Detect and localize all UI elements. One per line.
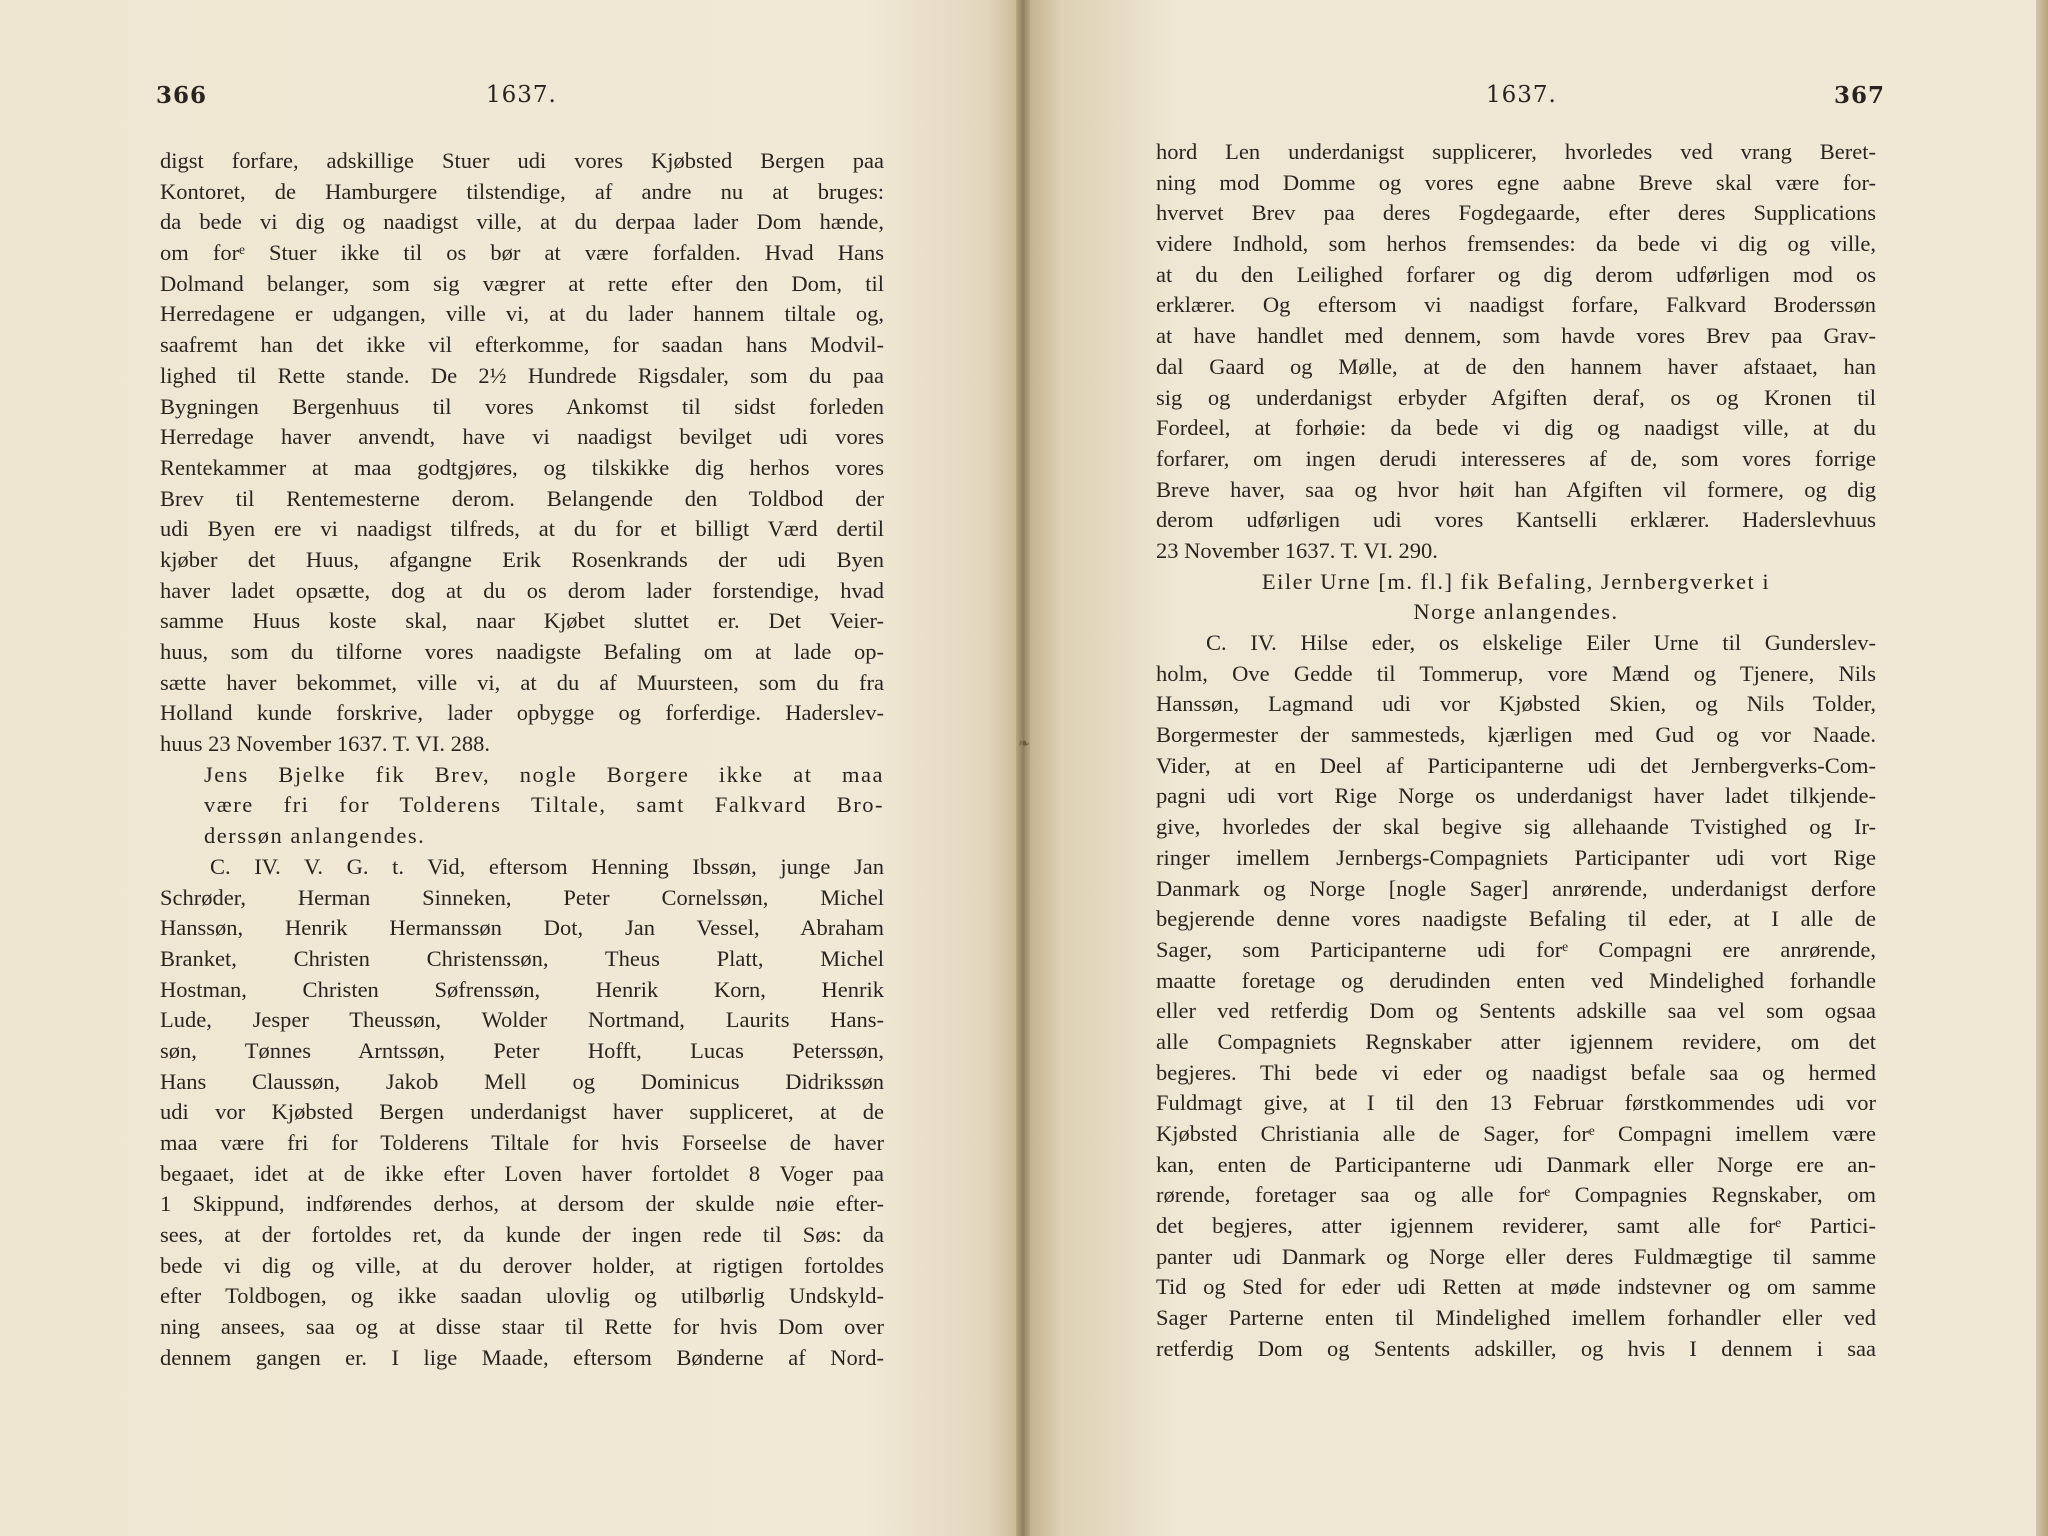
text-line: digst forfare, adskillige Stuer udi vores Kjøbsted Bergen paa: [160, 148, 884, 173]
right-page-year: 1637.: [1486, 82, 1557, 108]
text-line: 23 November 1637. T. VI. 290.: [1156, 537, 1438, 563]
left-page-year: 1637.: [486, 82, 557, 108]
left-page-number: 366: [156, 82, 208, 109]
text-line: Hanssøn, Lagmand udi vor Kjøbsted Skien, og Nils Tolder,: [1156, 691, 1876, 717]
text-line: at du den Leilighed forfarer og dig derom udførligen mod os: [1156, 261, 1876, 287]
text-line: rørende, foretager saa og alle forᵉ Compagnies Regnskaber, om: [1156, 1182, 1876, 1208]
text-line: saafremt han det ikke vil efterkomme, for saadan hans Modvil-: [160, 332, 884, 358]
text-line: Hanssøn, Henrik Hermanssøn Dot, Jan Vessel, Abraham: [160, 915, 884, 941]
page-edge: [2036, 0, 2048, 1536]
text-line: sig og underdanigst erbyder Afgiften deraf, os og Kronen til: [1156, 384, 1876, 410]
text-line: retferdig Dom og Sentents adskiller, og hvis I dennem i saa: [1156, 1335, 1876, 1361]
text-line: Holland kunde forskrive, lader opbygge og forferdige. Haderslev-: [160, 700, 884, 726]
text-line: begjerende denne vores naadigste Befaling til eder, at I alle de: [1156, 906, 1876, 932]
text-line: haver ladet opsætte, dog at du os derom lader forstendige, hvad: [160, 577, 884, 603]
text-line: Schrøder, Herman Sinneken, Peter Cornelssøn, Michel: [160, 884, 884, 910]
text-line: kjøber det Huus, afgangne Erik Rosenkrands der udi Byen: [160, 546, 884, 572]
text-line: bede vi dig og ville, at du derover holder, at rigtigen fortoldes: [160, 1252, 884, 1278]
text-line: 1 Skippund, indførendes derhos, at dersom der skulde nøie efter-: [160, 1191, 884, 1217]
text-line: Tid og Sted for eder udi Retten at møde indstevner og om samme: [1156, 1274, 1876, 1300]
text-line: sees, at der fortoldes ret, da kunde der ingen rede til Søs: da: [160, 1222, 884, 1248]
text-line: derom udførligen udi vores Kantselli erklærer. Haderslevhuus: [1156, 507, 1876, 533]
caption-line: derssøn anlangendes.: [204, 823, 426, 849]
text-line: lighed til Rette stande. De 2½ Hundrede Rigsdaler, som du paa: [160, 362, 884, 388]
gutter-mark: ❧: [1018, 736, 1030, 752]
text-line: Fordeel, at forhøie: da bede vi dig og naadigst ville, at du: [1156, 415, 1876, 441]
caption-line: Jens Bjelke fik Brev, nogle Borgere ikke at maa: [204, 761, 884, 787]
text-line: Breve haver, saa og hvor høit han Afgiften vil formere, og dig: [1156, 476, 1876, 502]
text-line: Hostman, Christen Søfrenssøn, Henrik Korn, Henrik: [160, 976, 884, 1002]
text-line: maa være fri for Tolderens Tiltale for hvis Forseelse de haver: [160, 1130, 884, 1155]
text-line: C. IV. Hilse eder, os elskelige Eiler Urne til Gunderslev-: [1206, 630, 1876, 655]
text-line: at have handlet med dennem, som havde vores Brev paa Grav-: [1156, 323, 1876, 349]
text-line: huus 23 November 1637. T. VI. 288.: [160, 731, 490, 757]
text-line: udi vor Kjøbsted Bergen underdanigst haver suppliceret, at de: [160, 1099, 884, 1125]
text-line: Kontoret, de Hamburgere tilstendige, af andre nu at bruges:: [160, 178, 884, 204]
text-line: søn, Tønnes Arntssøn, Peter Hofft, Lucas Peterssøn,: [160, 1037, 884, 1063]
text-line: eller ved retferdig Dom og Sentents adskille saa vel som ogsaa: [1156, 998, 1876, 1024]
text-line: det begjeres, atter igjennem reviderer, samt alle forᵉ Partici-: [1156, 1213, 1876, 1239]
text-line: alle Compagniets Regnskaber atter igjennem revidere, om det: [1156, 1028, 1876, 1054]
text-line: begaaet, idet at de ikke efter Loven haver fortoldet 8 Voger paa: [160, 1160, 884, 1186]
text-line: maatte foretage og derudinden enten ved Mindelighed forhandle: [1156, 967, 1876, 993]
text-line: erklærer. Og eftersom vi naadigst forfare, Falkvard Broderssøn: [1156, 292, 1876, 318]
text-line: Fuldmagt give, at I til den 13 Februar førstkommendes udi vor: [1156, 1090, 1876, 1116]
caption-line: være fri for Tolderens Tiltale, samt Falkvard Bro-: [204, 792, 884, 818]
text-line: om forᵉ Stuer ikke til os bør at være forfalden. Hvad Hans: [160, 240, 884, 266]
text-line: huus, som du tilforne vores naadigste Befaling om at lade op-: [160, 639, 884, 664]
text-line: panter udi Danmark og Norge eller deres Fuldmægtige til samme: [1156, 1243, 1876, 1269]
text-line: pagni udi vort Rige Norge os underdanigst haver ladet tilkjende-: [1156, 783, 1876, 809]
text-line: give, hvorledes der skal begive sig allehaande Tvistighed og Ir-: [1156, 814, 1876, 840]
text-line: Herredage haver anvendt, have vi naadigst bevilget udi vores: [160, 424, 884, 450]
text-line: hvervet Brev paa deres Fogdegaarde, efter deres Supplications: [1156, 200, 1876, 226]
text-line: hord Len underdanigst supplicerer, hvorledes ved vrang Beret-: [1156, 139, 1876, 164]
left-page: [0, 0, 1018, 1536]
text-line: kan, enten de Participanterne udi Danmark eller Norge ere an-: [1156, 1151, 1876, 1177]
text-line: Herredagene er udgangen, ville vi, at du lader hannem tiltale og,: [160, 301, 884, 327]
text-line: Sager Parterne enten til Mindelighed imellem forhandler eller ved: [1156, 1305, 1876, 1331]
text-line: ning mod Domme og vores egne aabne Breve skal være for-: [1156, 169, 1876, 195]
text-line: da bede vi dig og naadigst ville, at du derpaa lader Dom hænde,: [160, 209, 884, 235]
text-line: videre Indhold, som herhos fremsendes: da bede vi dig og ville,: [1156, 231, 1876, 257]
text-line: udi Byen ere vi naadigst tilfreds, at du for et billigt Værd dertil: [160, 516, 884, 542]
right-page-number: 367: [1834, 82, 1886, 109]
right-page-body: [1156, 137, 1876, 1365]
text-line: ringer imellem Jernbergs-Compagniets Participanter udi vort Rige: [1156, 844, 1876, 870]
text-line: dal Gaard og Mølle, at de den hannem haver afstaaet, han: [1156, 353, 1876, 379]
text-line: ning ansees, saa og at disse staar til Rette for hvis Dom over: [160, 1314, 884, 1340]
text-line: Danmark og Norge [nogle Sager] anrørende, underdanigst derfore: [1156, 875, 1876, 901]
text-line: dennem gangen er. I lige Maade, eftersom Bønderne af Nord-: [160, 1344, 884, 1370]
text-line: Sager, som Participanterne udi forᵉ Compagni ere anrørende,: [1156, 936, 1876, 962]
text-line: Hans Claussøn, Jakob Mell og Dominicus Didrikssøn: [160, 1068, 884, 1094]
right-page: [1030, 0, 2048, 1536]
text-line: Lude, Jesper Theussøn, Wolder Nortmand, Laurits Hans-: [160, 1007, 884, 1033]
text-line: forfarer, om ingen derudi interesseres af de, som vores forrige: [1156, 445, 1876, 471]
caption-line: Eiler Urne [m. fl.] fik Befaling, Jernbergverket i: [1261, 568, 1771, 594]
text-line: sætte haver bekommet, ville vi, at du af Muursteen, som du fra: [160, 669, 884, 695]
text-line: samme Huus koste skal, naar Kjøbet sluttet er. Det Veier-: [160, 608, 884, 634]
text-line: holm, Ove Gedde til Tommerup, vore Mænd og Tjenere, Nils: [1156, 660, 1876, 686]
text-line: begjeres. Thi bede vi eder og naadigst befale saa og hermed: [1156, 1059, 1876, 1085]
text-line: efter Toldbogen, og ikke saadan ulovlig og utilbørlig Undskyld-: [160, 1283, 884, 1309]
text-line: C. IV. V. G. t. Vid, eftersom Henning Ibssøn, junge Jan: [210, 853, 884, 879]
text-line: Kjøbsted Christiania alle de Sager, forᵉ Compagni imellem være: [1156, 1121, 1876, 1146]
text-line: Borgermester der sammesteds, kjærligen med Gud og vor Naade.: [1156, 722, 1876, 748]
text-line: Brev til Rentemesterne derom. Belangende den Toldbod der: [160, 485, 884, 511]
text-line: Rentekammer at maa godtgjøres, og tilskikke dig herhos vores: [160, 454, 884, 480]
caption-line: Norge anlangendes.: [1413, 599, 1619, 625]
text-line: Vider, at en Deel af Participanterne udi det Jernbergverks-Com-: [1156, 752, 1876, 778]
left-page-body: [160, 146, 884, 1374]
text-line: Bygningen Bergenhuus til vores Ankomst til sidst forleden: [160, 393, 884, 419]
text-line: Branket, Christen Christenssøn, Theus Platt, Michel: [160, 945, 884, 971]
text-line: Dolmand belanger, som sig vægrer at rette efter den Dom, til: [160, 270, 884, 296]
